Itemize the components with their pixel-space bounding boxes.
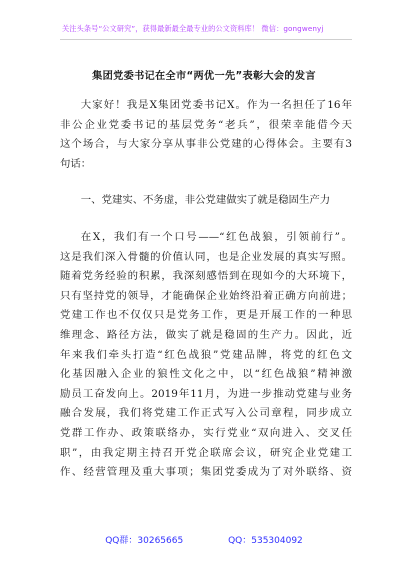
- paragraph-line: 在X，我们有一个口号——“红色战狼，引领前行”。: [80, 230, 352, 243]
- paragraph-line: 作、经营管理及重大事项；集团党委成为了对外联络、资: [60, 466, 352, 479]
- section-spacer: [60, 174, 352, 191]
- paragraph-line: 这个场合，与大家分享从事非公党建的心得体会。主要有3: [60, 138, 352, 151]
- footer-contact: [0, 533, 408, 546]
- paragraph-line: 句话：: [60, 157, 92, 170]
- paragraph-line: 只有坚持党的领导，才能确保企业始终沿着正确方向前进；: [60, 289, 352, 302]
- paragraph-line: 随着党务经验的积累，我深刻感悟到在现如今的大环境下，: [60, 270, 352, 283]
- paragraph-line: 非公企业党委书记的基层党务“老兵”，很荣幸能借今天: [60, 118, 352, 131]
- header-banner: 关注头条号“公文研究”，获得最新最全最专业的公文资料库！ 微信：gongwenyj: [62, 24, 324, 33]
- paragraph-line: 这是我们深入骨髓的价值认同，也是企业发展的真实写照。: [60, 250, 352, 263]
- paragraph-line: 化基因融入企业的狼性文化之中，以“红色战狼”精神激: [60, 368, 352, 381]
- paragraph-line: 职”，由我定期主持召开党企联席会议，研究企业党建工: [60, 446, 352, 459]
- paragraph-line: 党群工作办、政策联络办，实行党业“双向进入、交叉任: [60, 426, 352, 439]
- document-title: 集团党委书记在全市“两优一先”表彰大会的发言: [92, 71, 316, 82]
- paragraph-line: 年来我们牵头打造“红色战狼”党建品牌，将党的红色文: [60, 348, 352, 361]
- paragraph-line: 大家好！我是X集团党委书记X。作为一名担任了16年: [80, 99, 352, 111]
- section-spacer: [60, 211, 352, 228]
- footer-qq-group: QQ群：30265665: [105, 536, 184, 546]
- paragraph-line: 党建工作也不仅仅只是党务工作，更是开展工作的一种思: [60, 309, 352, 322]
- footer-qq-number: QQ：535304092: [228, 536, 303, 546]
- header-divider: [60, 39, 352, 40]
- document-body: [60, 96, 352, 483]
- paragraph-line: 融合发展，我们将党建工作正式写入公司章程，同步成立: [60, 407, 352, 420]
- paragraph-line: 维理念、路径方法，做实了就是稳固的生产力。因此，近: [60, 328, 352, 341]
- section-heading: 一、党建实、不务虚，非公党建做实了就是稳固生产力: [80, 194, 331, 207]
- paragraph-line: 励员工奋发向上。2019年11月，为进一步推动党建与业务: [60, 387, 352, 400]
